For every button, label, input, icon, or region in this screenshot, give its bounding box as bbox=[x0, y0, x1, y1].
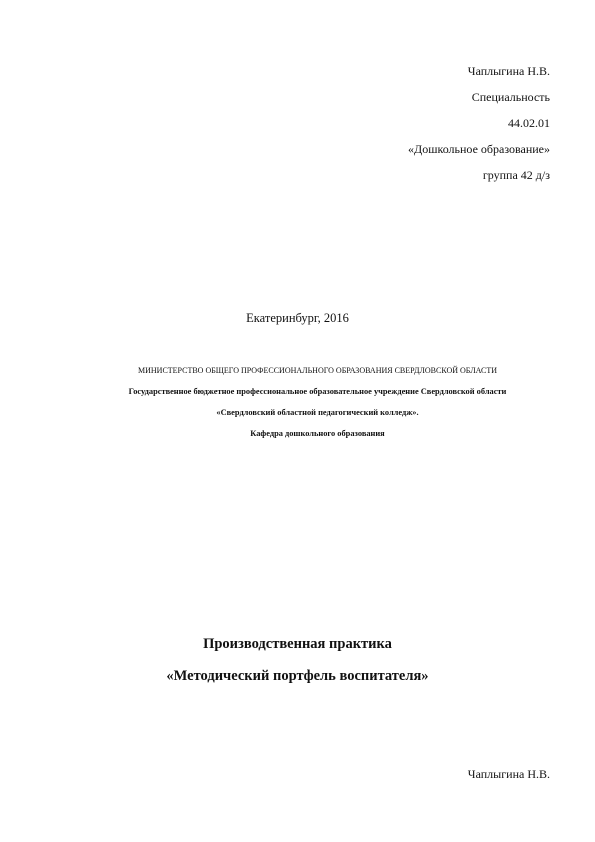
document-title bbox=[0, 628, 595, 692]
specialty-label: Специальность bbox=[471, 90, 550, 104]
institution-name: Государственное бюджетное профессиональное образовательное учреждение Свердловской области bbox=[128, 387, 507, 396]
title-line-1: Производственная практика bbox=[203, 636, 392, 652]
author-info-block bbox=[408, 58, 550, 188]
ministry-name: МИНИСТЕРСТВО ОБЩЕГО ПРОФЕССИОНАЛЬНОГО ОБРАЗОВАНИЯ СВЕРДЛОВСКОЙ ОБЛАСТИ bbox=[138, 366, 497, 375]
title-line-2: «Методический портфель воспитателя» bbox=[166, 668, 429, 684]
specialty-name: «Дошкольное образование» bbox=[408, 142, 550, 156]
specialty-code: 44.02.01 bbox=[508, 116, 550, 130]
group-number: группа 42 д/з bbox=[482, 168, 550, 182]
bottom-author-name: Чаплыгина Н.В. bbox=[467, 767, 550, 781]
organization-block bbox=[20, 360, 595, 444]
college-name: «Свердловский областной педагогический колледж». bbox=[216, 408, 419, 417]
author-name: Чаплыгина Н.В. bbox=[467, 64, 550, 78]
city-year: Екатеринбург, 2016 bbox=[246, 311, 349, 325]
department-name: Кафедра дошкольного образования bbox=[250, 429, 385, 438]
